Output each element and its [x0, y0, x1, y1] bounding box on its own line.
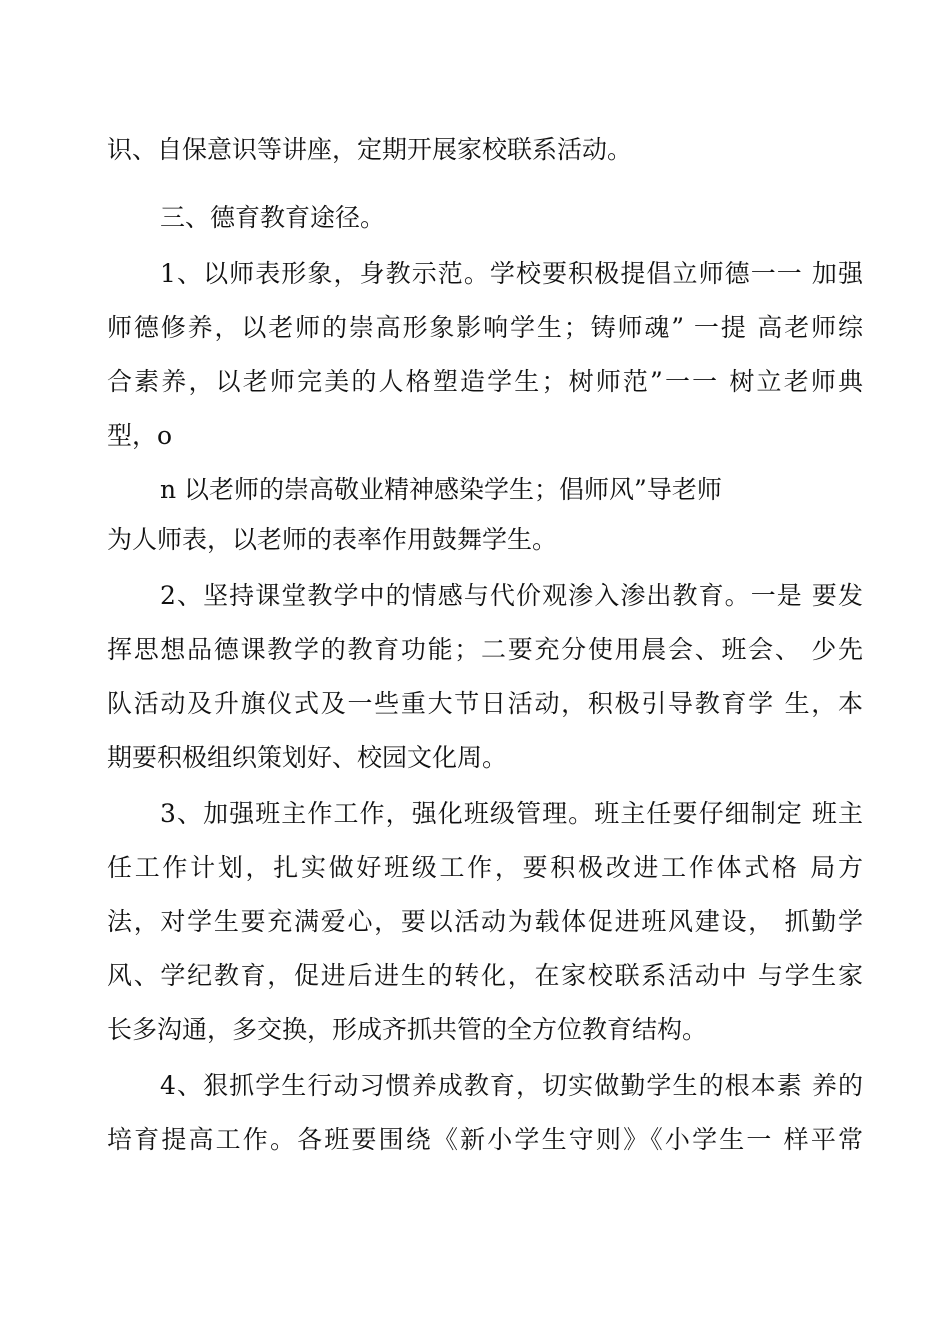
text-line: 识、自保意识等讲座，定期开展家校联系活动。	[107, 135, 633, 164]
text-line: n 以老师的崇高敬业精神感染学生；倡师风”导老师	[160, 475, 722, 504]
text-line: 任工作计划，扎实做好班级工作，要积极改进工作体式格 局方	[107, 853, 863, 882]
text-line: 培育提高工作。各班要围绕《新小学生守则》《小学生一 样平常	[107, 1125, 863, 1154]
text-line: 法，对学生要充满爱心，要以活动为载体促进班风建设， 抓勤学	[107, 907, 863, 936]
text-line: 3、加强班主作工作，强化班级管理。班主任要仔细制定 班主	[160, 799, 863, 828]
text-line: 挥思想品德课教学的教育功能；二要充分使用晨会、班会、 少先	[107, 635, 863, 664]
text-line: 1、以师表形象，身教示范。学校要积极提倡立师德一一 加强	[160, 259, 863, 288]
text-line: 长多沟通，多交换，形成齐抓共管的全方位教育结构。	[107, 1015, 708, 1044]
text-line: 队活动及升旗仪式及一些重大节日活动，积极引导教育学 生，本	[107, 689, 863, 718]
section-heading: 三、德育教育途径。	[160, 203, 386, 232]
text-line: 为人师表，以老师的表率作用鼓舞学生。	[107, 525, 558, 554]
text-line: 型，o	[107, 421, 173, 450]
text-line: 期要积极组织策划好、校园文化周。	[107, 743, 508, 772]
text-line: 2、坚持课堂教学中的情感与代价观渗入渗出教育。一是 要发	[160, 581, 863, 610]
text-line: 风、学纪教育，促进后进生的转化，在家校联系活动中 与学生家	[107, 961, 863, 990]
text-line: 师德修养，以老师的崇高形象影响学生；铸师魂” 一提 高老师综	[107, 313, 863, 342]
text-line: 合素养，以老师完美的人格塑造学生；树师范”一一 树立老师典	[107, 367, 863, 396]
text-line: 4、狠抓学生行动习惯养成教育，切实做勤学生的根本素 养的	[160, 1071, 863, 1100]
